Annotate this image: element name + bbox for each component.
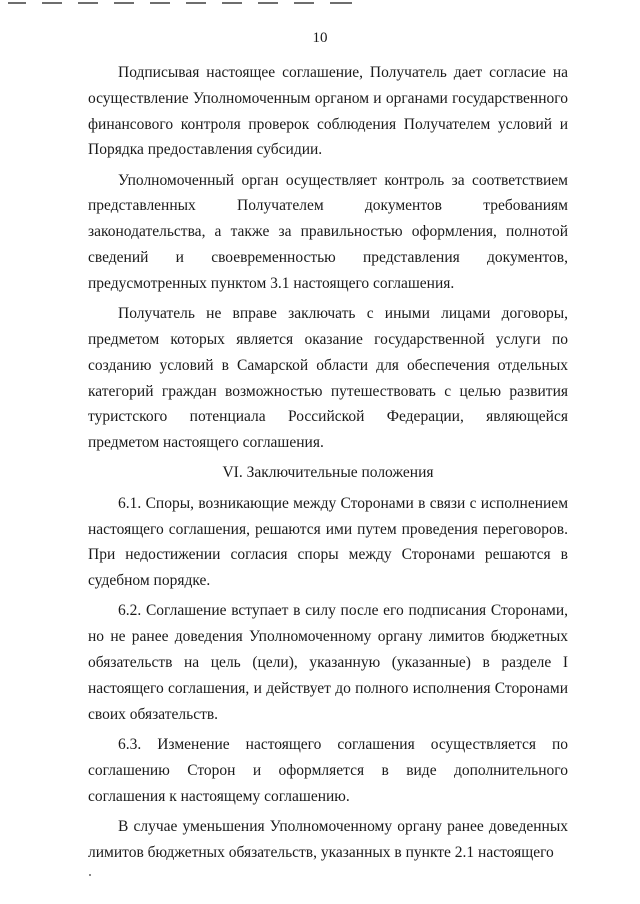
document-body <box>88 60 568 870</box>
paragraph-consent: Подписывая настоящее соглашение, Получатель дает согласие на осуществление Уполномоченным органом и органами государственного финансового контроля проверок соблюдения Получателем условий и Порядка предоставления субсидии. <box>88 64 568 159</box>
paragraph-6-2: 6.2. Соглашение вступает в силу после его подписания Сторонами, но не ранее доведения Уполномоченному органу лимитов бюджетных обязательств на цель (цели), указанную (указанные) в разделе I настоящего соглашения, и действует до полного исполнения Сторонами своих обязательств. <box>88 602 568 723</box>
scan-artifact-dot <box>89 874 91 876</box>
paragraph-control: Уполномоченный орган осуществляет контроль за соответствием представленных Получателем документов требованиям законодательства, а также за правильностью оформления, полнотой сведений и своевременностью представления документов, предусмотренных пунктом 3.1 настоящего соглашения. <box>88 171 568 292</box>
section-heading: VI. Заключительные положения <box>222 464 434 482</box>
page-number: 10 <box>312 30 328 46</box>
paragraph-6-1: 6.1. Споры, возникающие между Сторонами в связи с исполнением настоящего соглашения, решаются ими путем проведения переговоров. При недостижении согласия споры между Сторонами решаются в судебном порядке. <box>88 494 568 590</box>
paragraph-limits-decrease: В случае уменьшения Уполномоченному органу ранее доведенных лимитов бюджетных обязательств, указанных в пункте 2.1 настоящего <box>88 817 568 861</box>
paragraph-restriction: Получатель не вправе заключать с иными лицами договоры, предметом которых является оказание государственной услуги по созданию условий в Самарской области для обеспечения отдельных категорий граждан возможностью путешествовать с целью развития туристского потенциала Российской Федерации, являющейся предметом настоящего соглашения. <box>88 305 568 452</box>
paragraph-6-3: 6.3. Изменение настоящего соглашения осуществляется по соглашению Сторон и оформляется в виде дополнительного соглашения к настоящему соглашению. <box>88 735 568 805</box>
top-dashed-rule <box>0 0 640 8</box>
